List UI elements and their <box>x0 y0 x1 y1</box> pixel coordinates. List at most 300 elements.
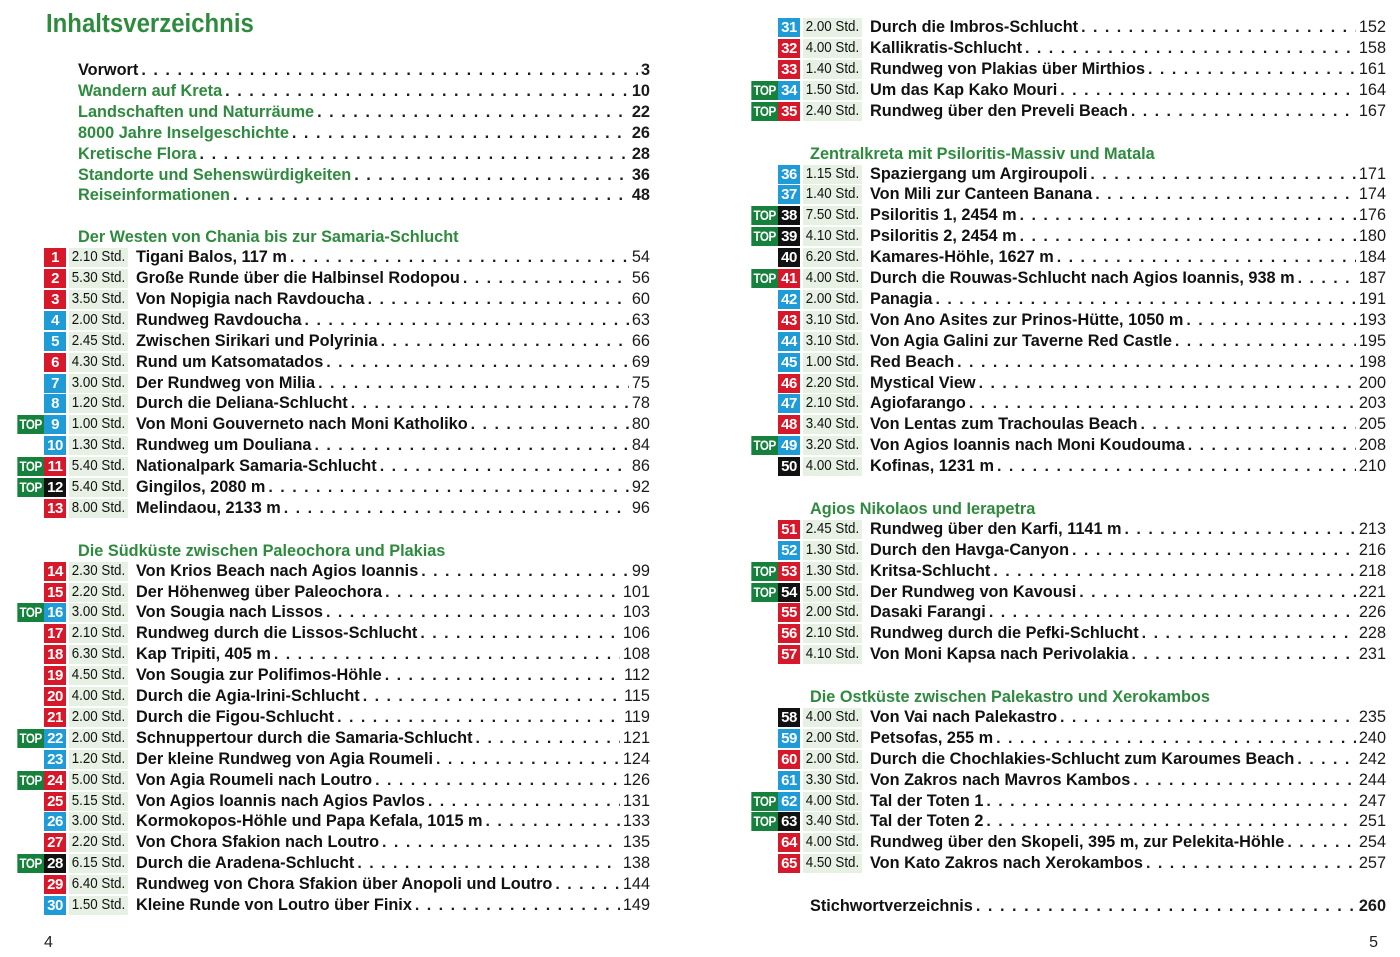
top-slot <box>746 708 778 728</box>
leader-dots <box>1020 207 1356 225</box>
duration: 8.00 Std. <box>69 499 128 518</box>
tour-entry[interactable] <box>746 101 1386 122</box>
tour-title: Tigani Balos, 117 m <box>136 248 287 266</box>
top-badge: TOP <box>751 562 778 581</box>
tour-page: 99 <box>631 562 650 580</box>
tour-entry[interactable] <box>12 456 650 477</box>
leader-dots <box>200 144 629 164</box>
tour-number-badge: 7 <box>44 374 66 393</box>
tour-title: Von Kato Zakros nach Xerokambos <box>870 854 1143 872</box>
duration: 2.00 Std. <box>803 603 862 622</box>
top-slot <box>12 875 44 895</box>
leader-dots <box>976 896 1356 916</box>
tour-entry[interactable] <box>746 519 1386 540</box>
tour-entry[interactable] <box>12 414 650 435</box>
tour-title: Kallikratis-Schlucht <box>870 39 1023 57</box>
top-slot <box>12 269 44 289</box>
duration: 2.00 Std. <box>69 729 128 748</box>
top-slot <box>746 624 778 644</box>
tour-title: Um das Kap Kako Mouri <box>870 81 1058 99</box>
leader-dots <box>476 730 620 748</box>
leader-dots <box>436 751 620 769</box>
top-slot <box>746 60 778 80</box>
leader-dots <box>317 102 629 122</box>
leader-dots <box>292 123 629 143</box>
tour-page: 195 <box>1358 332 1386 350</box>
tour-title: Schnuppertour durch die Samaria-Schlucht <box>136 729 473 747</box>
tour-number-badge: 43 <box>778 311 800 330</box>
top-slot <box>12 457 44 477</box>
leader-dots <box>326 354 629 372</box>
tour-entry[interactable] <box>12 832 650 853</box>
index-entry[interactable] <box>810 895 1386 916</box>
top-slot <box>12 499 44 519</box>
tour-entry[interactable] <box>12 498 650 519</box>
tour-page: 108 <box>622 645 650 663</box>
tour-entry[interactable] <box>12 331 650 352</box>
tour-title: Rundweg um Douliana <box>136 436 312 454</box>
leader-dots <box>382 834 620 852</box>
leader-dots <box>421 563 629 581</box>
tour-page: 193 <box>1358 311 1386 329</box>
top-slot <box>746 374 778 394</box>
tour-entry[interactable] <box>746 184 1386 205</box>
top-slot <box>12 729 44 749</box>
tour-entry[interactable] <box>746 811 1386 832</box>
tour-title: Rundweg durch die Pefki-Schlucht <box>870 624 1139 642</box>
top-slot <box>746 562 778 582</box>
section-heading: Die Südküste zwischen Paleochora und Plakias <box>78 541 446 560</box>
tour-entry[interactable] <box>746 414 1386 435</box>
tour-entry[interactable] <box>12 707 650 728</box>
tour-number-badge: 61 <box>778 771 800 790</box>
tour-entry[interactable] <box>746 602 1386 623</box>
top-slot <box>746 81 778 101</box>
tour-page: 101 <box>622 583 650 601</box>
tour-number-badge: 49 <box>778 436 800 455</box>
tour-page: 205 <box>1358 415 1386 433</box>
tour-entry[interactable] <box>12 728 650 749</box>
leader-dots <box>979 375 1356 393</box>
duration: 1.50 Std. <box>803 81 862 100</box>
tour-page: 257 <box>1358 854 1386 872</box>
duration: 6.40 Std. <box>69 875 128 894</box>
page-number-right: 5 <box>1369 934 1378 951</box>
tour-title: Rundweg durch die Lissos-Schlucht <box>136 624 418 642</box>
tour-page: 228 <box>1358 624 1386 642</box>
leader-dots <box>969 395 1356 413</box>
tour-entry[interactable] <box>12 602 650 623</box>
tour-number-badge: 63 <box>778 812 800 831</box>
tour-title: Von Nopigia nach Ravdoucha <box>136 290 365 308</box>
tour-title: Der Höhenweg über Paleochora <box>136 583 383 601</box>
top-badge: TOP <box>17 415 44 434</box>
tour-title: Kofinas, 1231 m <box>870 457 994 475</box>
tour-entry[interactable] <box>12 373 650 394</box>
section-heading: Die Ostküste zwischen Palekastro und Xerokambos <box>810 687 1210 706</box>
entry-page: 26 <box>631 123 650 142</box>
duration: 2.00 Std. <box>69 311 128 330</box>
top-slot <box>12 896 44 916</box>
leader-dots <box>986 813 1355 831</box>
leader-dots <box>997 458 1356 476</box>
duration: 3.00 Std. <box>69 374 128 393</box>
section-heading: Agios Nikolaos und Ierapetra <box>810 499 1036 518</box>
tour-page: 244 <box>1358 771 1386 789</box>
tour-title: Von Zakros nach Mavros Kambos <box>870 771 1131 789</box>
tour-entry[interactable] <box>746 226 1386 247</box>
tour-number-badge: 62 <box>778 792 800 811</box>
tour-number-badge: 21 <box>44 708 66 727</box>
tour-entry[interactable] <box>746 749 1386 770</box>
tour-title: Kleine Runde von Loutro über Finix <box>136 896 412 914</box>
tour-title: Von Agia Galini zur Taverne Red Castle <box>870 332 1172 350</box>
tour-number-badge: 19 <box>44 666 66 685</box>
tour-number-badge: 15 <box>44 583 66 602</box>
tour-page: 119 <box>624 708 650 726</box>
tour-entry[interactable] <box>746 456 1386 477</box>
top-slot <box>12 478 44 498</box>
leader-dots <box>1148 61 1356 79</box>
top-slot <box>12 624 44 644</box>
tour-entry[interactable] <box>12 352 650 373</box>
leader-dots <box>326 604 620 622</box>
tour-page: 161 <box>1358 60 1386 78</box>
duration: 2.20 Std. <box>69 833 128 852</box>
duration: 3.10 Std. <box>803 332 862 351</box>
leader-dots <box>1146 855 1356 873</box>
tour-entry[interactable] <box>12 623 650 644</box>
leader-dots <box>1079 584 1356 602</box>
duration: 5.00 Std. <box>803 583 862 602</box>
top-slot <box>12 750 44 770</box>
tour-title: Von Ano Asites zur Prinos-Hütte, 1050 m <box>870 311 1184 329</box>
tour-page: 60 <box>631 290 650 308</box>
tour-entry[interactable] <box>746 80 1386 101</box>
tour-page: 84 <box>631 436 650 454</box>
duration: 2.00 Std. <box>69 708 128 727</box>
tour-page: 115 <box>624 687 650 705</box>
tour-entry[interactable] <box>746 435 1386 456</box>
tour-entry[interactable] <box>746 728 1386 749</box>
leader-dots <box>1188 437 1356 455</box>
tour-number-badge: 41 <box>778 269 800 288</box>
leader-dots <box>486 813 620 831</box>
tour-number-badge: 24 <box>44 771 66 790</box>
leader-dots <box>233 185 629 205</box>
tour-page: 131 <box>622 792 650 810</box>
top-slot <box>746 415 778 435</box>
tour-entry[interactable] <box>746 310 1386 331</box>
tour-title: Kormokopos-Höhle und Papa Kefala, 1015 m <box>136 812 483 830</box>
tour-title: Der Rundweg von Kavousi <box>870 583 1077 601</box>
tour-title: Durch die Aradena-Schlucht <box>136 854 355 872</box>
tour-title: Von Moni Gouverneto nach Moni Katholiko <box>136 415 468 433</box>
leader-dots <box>1057 249 1356 267</box>
tour-page: 69 <box>631 353 650 371</box>
top-slot <box>12 415 44 435</box>
tour-number-badge: 54 <box>778 583 800 602</box>
entry-page: 3 <box>640 60 650 79</box>
duration: 2.45 Std. <box>69 332 128 351</box>
tour-entry[interactable] <box>12 665 650 686</box>
top-badge: TOP <box>751 583 778 602</box>
top-slot <box>746 645 778 665</box>
top-badge: TOP <box>17 457 44 476</box>
tour-number-badge: 25 <box>44 792 66 811</box>
tour-entry[interactable] <box>746 38 1386 59</box>
tour-entry[interactable] <box>746 540 1386 561</box>
tour-page: 235 <box>1358 708 1386 726</box>
tour-number-badge: 5 <box>44 332 66 351</box>
tour-entry[interactable] <box>12 770 650 791</box>
duration: 5.15 Std. <box>69 792 128 811</box>
entry-label: Reiseinformationen <box>78 185 230 204</box>
tour-entry[interactable] <box>746 373 1386 394</box>
tour-entry[interactable] <box>746 770 1386 791</box>
duration: 5.00 Std. <box>69 771 128 790</box>
top-slot <box>746 269 778 289</box>
tour-number-badge: 1 <box>44 248 66 267</box>
top-slot <box>746 18 778 38</box>
leader-dots <box>1142 625 1356 643</box>
duration: 2.45 Std. <box>803 520 862 539</box>
tour-page: 240 <box>1358 729 1386 747</box>
tour-entry[interactable] <box>746 289 1386 310</box>
duration: 1.00 Std. <box>69 415 128 434</box>
tour-number-badge: 46 <box>778 374 800 393</box>
leader-dots <box>385 584 620 602</box>
tour-entry[interactable] <box>746 791 1386 812</box>
leader-dots <box>957 354 1356 372</box>
tour-entry[interactable] <box>746 247 1386 268</box>
top-slot <box>746 792 778 812</box>
leader-dots <box>268 479 628 497</box>
leader-dots <box>274 646 620 664</box>
front-matter-entry[interactable] <box>78 164 650 185</box>
duration: 2.40 Std. <box>803 102 862 121</box>
leader-dots <box>1090 166 1355 184</box>
leader-dots <box>1298 270 1356 288</box>
tour-title: Psiloritis 2, 2454 m <box>870 227 1017 245</box>
entry-label: Stichwortverzeichnis <box>810 896 973 915</box>
leader-dots <box>1095 186 1356 204</box>
leader-dots <box>385 667 621 685</box>
tour-entry[interactable] <box>746 393 1386 414</box>
top-slot <box>746 311 778 331</box>
entry-page: 10 <box>631 81 650 100</box>
leader-dots <box>996 730 1356 748</box>
top-slot <box>746 812 778 832</box>
leader-dots <box>225 81 629 101</box>
tour-entry[interactable] <box>12 749 650 770</box>
tour-page: 56 <box>631 269 650 287</box>
tour-entry[interactable] <box>746 205 1386 226</box>
duration: 3.00 Std. <box>69 603 128 622</box>
entry-label: Vorwort <box>78 60 139 79</box>
duration: 2.10 Std. <box>803 624 862 643</box>
tour-entry[interactable] <box>746 832 1386 853</box>
duration: 4.00 Std. <box>803 39 862 58</box>
tour-entry[interactable] <box>746 644 1386 665</box>
top-slot <box>746 102 778 122</box>
tour-page: 121 <box>622 729 650 747</box>
top-slot <box>12 311 44 331</box>
tour-entry[interactable] <box>12 268 650 289</box>
leader-dots <box>1141 416 1356 434</box>
duration: 3.30 Std. <box>803 771 862 790</box>
tour-entry[interactable] <box>12 561 650 582</box>
section-heading: Zentralkreta mit Psiloritis-Massiv und Matala <box>810 144 1155 163</box>
tour-number-badge: 51 <box>778 520 800 539</box>
tour-number-badge: 37 <box>778 185 800 204</box>
tour-entry[interactable] <box>12 477 650 498</box>
tour-page: 174 <box>1358 185 1386 203</box>
tour-title: Von Krios Beach nach Agios Ioannis <box>136 562 419 580</box>
tour-entry[interactable] <box>12 247 650 268</box>
tour-entry[interactable] <box>12 686 650 707</box>
tour-page: 152 <box>1358 18 1386 36</box>
tour-number-badge: 47 <box>778 394 800 413</box>
top-slot <box>12 792 44 812</box>
top-slot <box>12 583 44 603</box>
tour-page: 63 <box>631 311 650 329</box>
tour-page: 144 <box>622 875 650 893</box>
tour-entry[interactable] <box>746 582 1386 603</box>
entry-page: 260 <box>1358 896 1386 915</box>
tour-number-badge: 4 <box>44 311 66 330</box>
tour-title: Tal der Toten 2 <box>870 812 984 830</box>
front-matter-entry[interactable] <box>78 143 650 164</box>
tour-entry[interactable] <box>746 352 1386 373</box>
tour-title: Der kleine Rundweg von Agia Roumeli <box>136 750 434 768</box>
tour-title: Rundweg über den Karfi, 1141 m <box>870 520 1122 538</box>
tour-page: 198 <box>1358 353 1386 371</box>
tour-title: Durch die Agia-Irini-Schlucht <box>136 687 360 705</box>
tour-number-badge: 31 <box>778 18 800 37</box>
tour-entry[interactable] <box>12 791 650 812</box>
front-matter-entry[interactable] <box>78 80 650 101</box>
tour-entry[interactable] <box>12 895 650 916</box>
tour-title: Rund um Katsomatados <box>136 353 324 371</box>
toc-title: Inhaltsverzeichnis <box>46 10 254 38</box>
duration: 2.00 Std. <box>803 750 862 769</box>
front-matter-entry[interactable] <box>78 122 650 143</box>
duration: 5.40 Std. <box>69 478 128 497</box>
tour-entry[interactable] <box>12 310 650 331</box>
top-slot <box>12 290 44 310</box>
top-slot <box>746 520 778 540</box>
front-matter-entry[interactable] <box>78 184 650 205</box>
top-badge: TOP <box>17 771 44 790</box>
entry-label: Landschaften und Naturräume <box>78 102 315 121</box>
tour-page: 66 <box>631 332 650 350</box>
tour-entry[interactable] <box>12 811 650 832</box>
tour-page: 213 <box>1358 520 1386 538</box>
top-slot <box>746 290 778 310</box>
tour-page: 80 <box>631 415 650 433</box>
tour-number-badge: 33 <box>778 60 800 79</box>
tour-entry[interactable] <box>746 707 1386 728</box>
tour-page: 208 <box>1358 436 1386 454</box>
duration: 7.50 Std. <box>803 206 862 225</box>
tour-page: 158 <box>1358 39 1386 57</box>
tour-entry[interactable] <box>746 331 1386 352</box>
tour-number-badge: 29 <box>44 875 66 894</box>
tour-entry[interactable] <box>12 582 650 603</box>
top-badge: TOP <box>17 854 44 873</box>
duration: 4.30 Std. <box>69 353 128 372</box>
tour-title: Von Agios Ioannis nach Agios Pavlos <box>136 792 425 810</box>
top-badge: TOP <box>751 81 778 100</box>
tour-entry[interactable] <box>746 561 1386 582</box>
leader-dots <box>1297 751 1356 769</box>
top-slot <box>12 854 44 874</box>
tour-entry[interactable] <box>12 393 650 414</box>
tour-entry[interactable] <box>746 164 1386 185</box>
tour-number-badge: 8 <box>44 394 66 413</box>
leader-dots <box>471 416 629 434</box>
tour-entry[interactable] <box>746 853 1386 874</box>
tour-number-badge: 14 <box>44 562 66 581</box>
tour-title: Durch die Rouwas-Schlucht nach Agios Ioannis, 938 m <box>870 269 1295 287</box>
duration: 3.50 Std. <box>69 290 128 309</box>
duration: 2.20 Std. <box>803 374 862 393</box>
tour-page: 171 <box>1358 165 1386 183</box>
leader-dots <box>415 897 620 915</box>
duration: 1.20 Std. <box>69 750 128 769</box>
duration: 2.20 Std. <box>69 583 128 602</box>
tour-entry[interactable] <box>12 874 650 895</box>
tour-page: 96 <box>631 499 650 517</box>
front-matter-entry[interactable] <box>78 101 650 122</box>
top-slot <box>12 603 44 623</box>
tour-title: Gingilos, 2080 m <box>136 478 266 496</box>
leader-dots <box>354 165 629 185</box>
tour-entry[interactable] <box>746 17 1386 38</box>
leader-dots <box>1125 521 1356 539</box>
tour-number-badge: 65 <box>778 854 800 873</box>
top-slot <box>12 394 44 414</box>
duration: 4.00 Std. <box>803 708 862 727</box>
tour-number-badge: 26 <box>44 812 66 831</box>
leader-dots <box>1175 333 1356 351</box>
tour-entry[interactable] <box>746 268 1386 289</box>
tour-title: Rundweg über den Preveli Beach <box>870 102 1128 120</box>
top-slot <box>12 248 44 268</box>
top-slot <box>746 541 778 561</box>
tour-title: Panagia <box>870 290 933 308</box>
tour-title: Durch den Havga-Canyon <box>870 541 1070 559</box>
leader-dots <box>357 855 620 873</box>
tour-entry[interactable] <box>746 623 1386 644</box>
tour-entry[interactable] <box>12 289 650 310</box>
tour-entry[interactable] <box>12 644 650 665</box>
tour-title: Rundweg über den Skopeli, 395 m, zur Pelekita-Höhle <box>870 833 1285 851</box>
tour-page: 75 <box>631 374 650 392</box>
tour-entry[interactable] <box>746 59 1386 80</box>
top-badge: TOP <box>17 603 44 622</box>
top-badge: TOP <box>751 102 778 121</box>
tour-title: Nationalpark Samaria-Schlucht <box>136 457 377 475</box>
top-slot <box>746 771 778 791</box>
front-matter-entry[interactable] <box>78 59 650 80</box>
tour-entry[interactable] <box>12 435 650 456</box>
tour-entry[interactable] <box>12 853 650 874</box>
duration: 3.40 Std. <box>803 415 862 434</box>
duration: 5.30 Std. <box>69 269 128 288</box>
tour-title: Tal der Toten 1 <box>870 792 984 810</box>
